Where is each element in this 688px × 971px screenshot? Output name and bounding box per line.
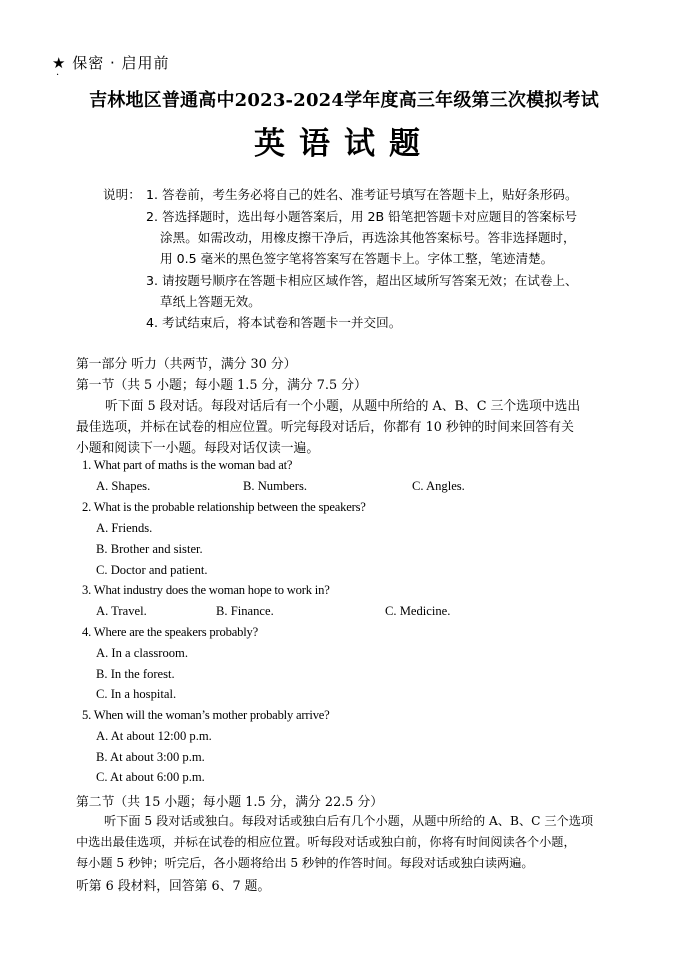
section1-title: 第一节（共 5 小题；每小题 1.5 分，满分 7.5 分） [76,378,367,393]
dot-mark: · [56,70,60,81]
question-stem: 4. Where are the speakers probably? [82,625,258,639]
option-c: C. In a hospital. [96,687,177,701]
section1-directions: 听下面 5 段对话。每段对话后有一个小题，从题中所给的 A、B、C 三个选项中选出 [105,399,581,414]
option-a: A. Friends. [96,521,153,535]
instruction-line: 涂黑。如需改动，用橡皮擦干净后，再选涂其他答案标号。答非选择题时， [160,230,576,245]
option-c: C. At about 6:00 p.m. [96,770,205,784]
material-note: 听第 6 段材料，回答第 6、7 题。 [76,879,271,894]
option-c: C. Doctor and patient. [96,563,208,577]
option-b: B. Numbers. [243,479,308,493]
exam-title: 吉林地区普通高中2023-2024学年度高三年级第三次模拟考试 [89,90,599,111]
question-stem: 5. When will the woman’s mother probably arrive? [82,708,330,722]
instructions-label: 说明： [103,187,141,202]
instruction-line: 用 0.5 毫米的黑色签字笔将答案写在答题卡上。字体工整，笔迹清楚。 [160,251,554,266]
question-stem: 2. What is the probable relationship between the speakers? [82,500,366,514]
section1-directions: 小题和阅读下一小题。每段对话仅读一遍。 [76,441,320,456]
section2-directions: 每小题 5 秒钟；听完后，各小题将给出 5 秒钟的作答时间。每段对话或独白读两遍。 [76,856,534,870]
option-a: A. In a classroom. [96,646,188,660]
option-b: B. In the forest. [96,667,175,681]
instruction-line: 2. 答选择题时，选出每小题答案后，用 2B 铅笔把答题卡对应题目的答案标号 [146,209,578,224]
option-a: A. Shapes. [96,479,151,493]
option-b: B. At about 3:00 p.m. [96,750,205,764]
option-b: B. Finance. [216,604,274,618]
instruction-line: 草纸上答题无效。 [160,294,261,309]
section2-directions: 听下面 5 段对话或独白。每段对话或独白后有几个小题，从题中所给的 A、B、C 三个选项 [104,814,594,828]
subject-title: 英语试题 [254,126,434,162]
confidential-label: ★ 保密 · 启用前 [52,54,170,72]
instruction-line: 3. 请按题号顺序在答题卡相应区域作答，超出区域所写答案无效；在试卷上、 [146,273,578,288]
option-a: A. Travel. [96,604,147,618]
option-c: C. Angles. [412,479,465,493]
part1-title: 第一部分 听力（共两节，满分 30 分） [76,357,297,372]
section2-title: 第二节（共 15 小题；每小题 1.5 分，满分 22.5 分） [76,795,384,810]
question-stem: 1. What part of maths is the woman bad at? [82,458,293,472]
option-c: C. Medicine. [385,604,451,618]
option-b: B. Brother and sister. [96,542,203,556]
section2-directions: 中选出最佳选项，并标在试卷的相应位置。听每段对话或独白前，你将有时间阅读各个小题， [76,835,576,849]
section1-directions: 最佳选项，并标在试卷的相应位置。听完每段对话后，你都有 10 秒钟的时间来回答有关 [76,420,574,435]
instruction-line: 1. 答卷前，考生务必将自己的姓名、准考证号填写在答题卡上，贴好条形码。 [146,187,578,202]
option-a: A. At about 12:00 p.m. [96,729,212,743]
instruction-line: 4. 考试结束后，将本试卷和答题卡一并交回。 [146,315,402,330]
question-stem: 3. What industry does the woman hope to work in? [82,583,330,597]
